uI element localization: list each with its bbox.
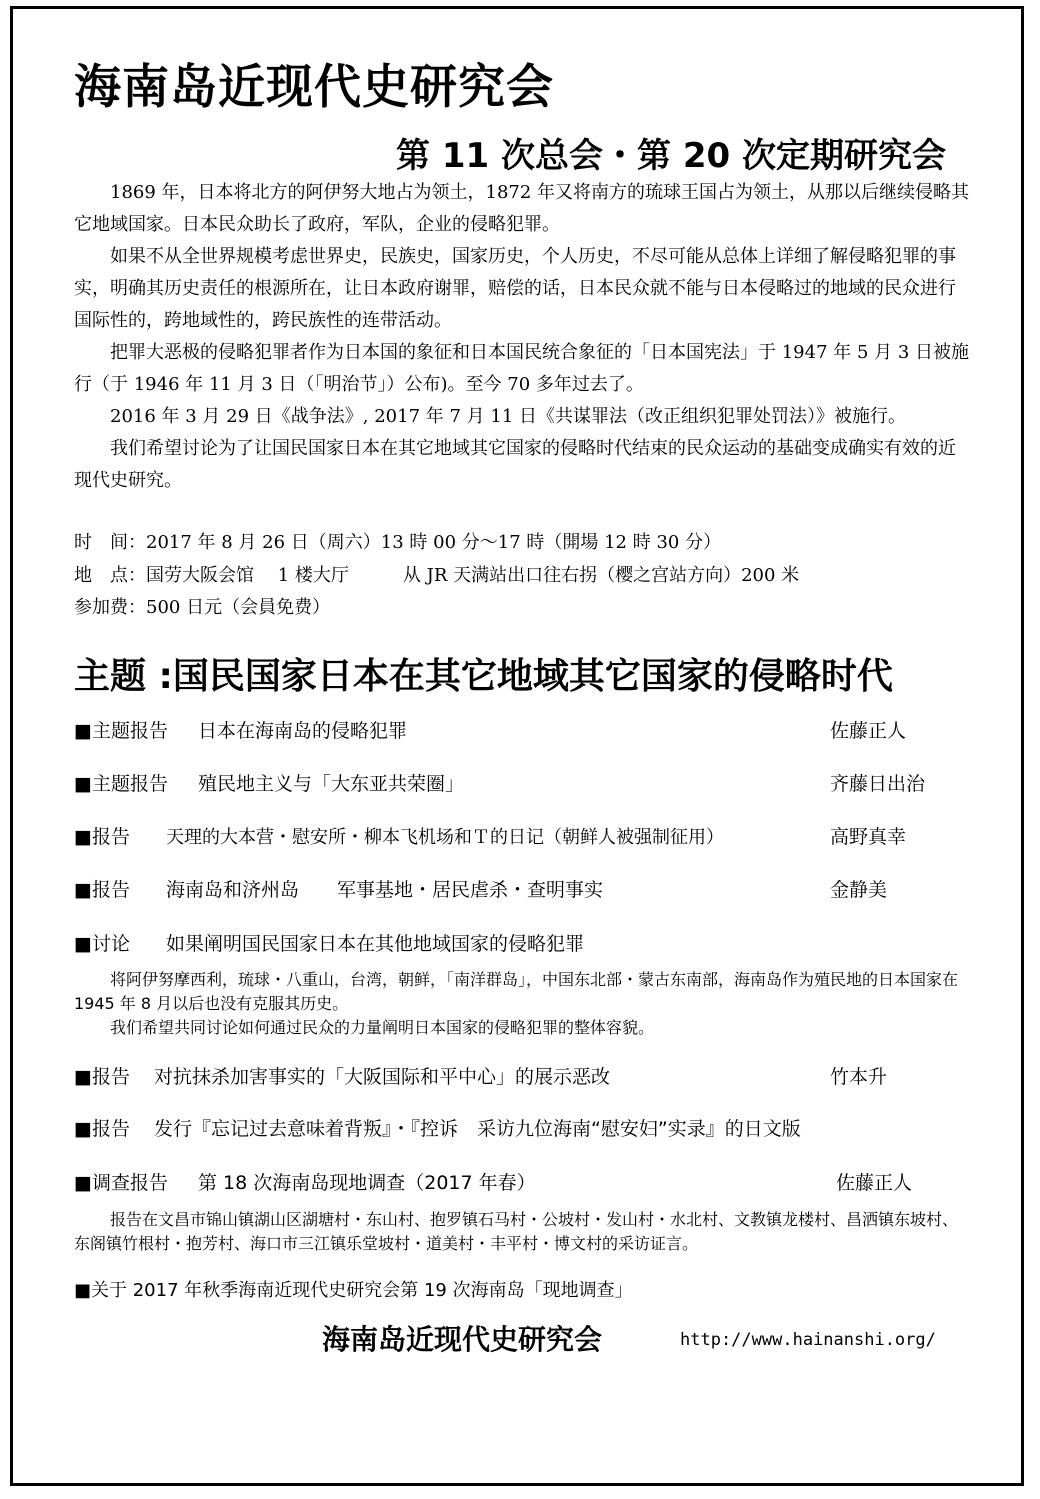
description-paragraph: 报告在文昌市锦山镇湖山区湖塘村・东山村、抱罗镇石马村・公坡村・发山村・水北村、文教镇龙楼村、昌洒镇东坡村、东阁镇竹根村・抱芳村、海口市三江镇乐堂坡村・道美村・丰平村・博文村的采访证言。: [74, 1210, 959, 1253]
intro-paragraph: 2016 年 3 月 29 日《战争法》, 2017 年 7 月 11 日《共谋罪法（改正组织犯罪处罚法）》被施行。: [110, 406, 906, 427]
program-item: [74, 822, 724, 849]
description-paragraph: 我们希望共同讨论如何通过民众的力量阐明日本国家的侵略犯罪的整体容貌。: [110, 1018, 655, 1037]
info-fee: 参加费：500 日元（会員免费）: [74, 597, 331, 618]
program-title: 发行『忘记过去意味着背叛』・『控诉 采访九位海南“慰安妇”实录』的日文版: [154, 1118, 801, 1140]
intro-paragraph: 如果不从全世界规模考虑世界史，民族史，国家历史，个人历史，不尽可能从总体上详细了解侵略犯罪的事实，明确其历史责任的根源所在，让日本政府谢罪，赔偿的话，日本民众就不能与日本侵略过的地域的民众进行国际性的，跨地域性的，跨民族性的连带活动。: [74, 246, 956, 331]
program-label: ■报告: [74, 879, 130, 901]
program-label: ■报告: [74, 826, 130, 848]
description-paragraph: 将阿伊努摩西利，琉球・八重山，台湾，朝鲜，「南洋群岛」，中国东北部・蒙古东南部，海南岛作为殖民地的日本国家在 1945 年 8 月以后也没有克服其历史。: [74, 970, 959, 1013]
program-title: 第 18 次海南岛现地调查（2017 年春）: [198, 1172, 536, 1194]
footer-url[interactable]: http://www.hainanshi.org/: [680, 1330, 936, 1350]
program-item: [74, 716, 407, 743]
info-time: 时 间：2017 年 8 月 26 日（周六）13 時 00 分～17 時（開場 12 時 30 分）: [74, 532, 722, 553]
footer-organization: 海南岛近现代史研究会: [322, 1323, 603, 1356]
program-presenter: 金静美: [830, 879, 888, 901]
discussion-description: [74, 968, 970, 1040]
program-title: 日本在海南岛的侵略犯罪: [198, 720, 408, 742]
program-presenter: 齐藤日出治: [830, 773, 926, 795]
intro-paragraph: 1869 年，日本将北方的阿伊努大地占为领土，1872 年又将南方的琉球王国占为领土，从那以后继续侵略其它地域国家。日本民众助长了政府，军队，企业的侵略犯罪。: [74, 182, 970, 235]
program-item: [74, 769, 464, 796]
intro-paragraph: 我们希望讨论为了让国民国家日本在其它地域其它国家的侵略时代结束的民众运动的基础变成确实有效的近现代史研究。: [74, 438, 956, 491]
program-label: ■调查报告: [74, 1172, 168, 1194]
survey-description: [74, 1208, 970, 1256]
program-presenter: 高野真幸: [830, 826, 907, 848]
page-title: 海南岛近现代史研究会: [74, 60, 554, 115]
program-label: ■主题报告: [74, 720, 168, 742]
program-label: ■报告: [74, 1118, 130, 1140]
program-item: [74, 1168, 536, 1195]
program-item: [74, 1114, 801, 1141]
program-presenter: 竹本升: [830, 1066, 888, 1088]
program-title: 殖民地主义与「大东亚共荣圈」: [198, 773, 465, 795]
program-label: ■报告: [74, 1066, 130, 1088]
program-title: 如果阐明国民国家日本在其他地域国家的侵略犯罪: [166, 933, 585, 955]
program-item: [74, 875, 603, 902]
program-item: [74, 1062, 610, 1089]
program-presenter: 佐藤正人: [836, 1172, 913, 1194]
program-label: ■主题报告: [74, 773, 168, 795]
program-label: ■关于 2017 年秋季海南近现代史研究会第 19 次海南岛「现地调查」: [74, 1280, 633, 1301]
info-place: 地 点：国劳大阪会馆 1 楼大厅 从 JR 天满站出口往右拐（樱之宫站方向）200 米: [74, 565, 800, 586]
theme-heading: 主题 :国民国家日本在其它地域其它国家的侵略时代: [74, 656, 893, 697]
program-title: 天理的大本营・慰安所・柳本飞机场和Ｔ的日记（朝鲜人被强制征用）: [166, 827, 724, 848]
program-label: ■讨论: [74, 933, 130, 955]
program-title: 对抗抹杀加害事实的「大阪国际和平中心」的展示恶改: [154, 1066, 611, 1088]
program-title: 海南岛和济州岛 军事基地・居民虐杀・查明事实: [166, 879, 604, 901]
program-presenter: 佐藤正人: [830, 720, 907, 742]
program-item: [74, 929, 584, 956]
intro-paragraph: 把罪大恶极的侵略犯罪者作为日本国的象征和日本国民统合象征的「日本国宪法」于 1947 年 5 月 3 日被施行（于 1946 年 11 月 3 日（「明治节」）公布)。至今 70 多年过去了。: [74, 342, 970, 395]
program-item: [74, 1276, 633, 1302]
page-subtitle: 第 11 次总会・第 20 次定期研究会: [396, 136, 946, 176]
intro-text: [74, 177, 970, 497]
